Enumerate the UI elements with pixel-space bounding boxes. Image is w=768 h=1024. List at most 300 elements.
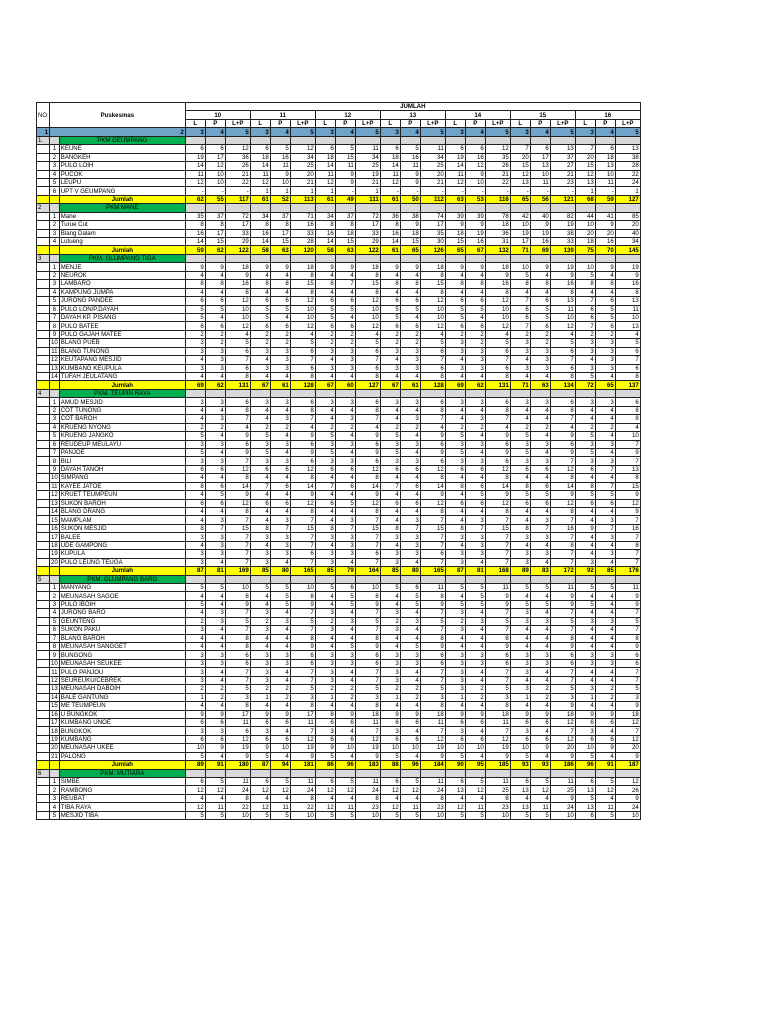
value-cell: 5 (465, 592, 485, 600)
value-cell: 3 (380, 347, 400, 355)
value-cell: 8 (335, 221, 355, 229)
table-row (37, 263, 641, 271)
table-row (37, 541, 641, 549)
village-name: MEUNASAH SANGGET (59, 643, 185, 651)
value-cell: 6 (225, 398, 250, 406)
value-cell: 4 (335, 271, 355, 279)
value-cell: 3 (445, 550, 465, 558)
value-cell: 14 (185, 238, 205, 246)
value-cell: 8 (355, 508, 380, 516)
value-cell: 4 (595, 432, 615, 440)
row-number: 5 (50, 178, 60, 186)
row-number: 17 (51, 719, 58, 727)
value-cell: 8 (550, 508, 575, 516)
total-cell: 113 (290, 195, 315, 203)
value-cell: 6 (380, 735, 400, 743)
value-cell: 11 (355, 718, 380, 726)
value-cell: 16 (530, 238, 550, 246)
value-cell: 5 (445, 583, 465, 591)
value-cell: 3 (270, 398, 290, 406)
value-cell: 3 (400, 398, 420, 406)
value-cell: 9 (400, 170, 420, 178)
value-cell: 18 (400, 229, 420, 237)
group-header-row (37, 136, 641, 144)
value-cell: 11 (615, 583, 640, 591)
value-cell: 18 (420, 710, 445, 718)
value-cell: 6 (400, 583, 420, 591)
value-cell: 40 (530, 212, 550, 220)
value-cell: 3 (445, 651, 465, 659)
value-cell: 6 (445, 778, 465, 786)
value-cell: 10 (530, 170, 550, 178)
value-cell: 9 (485, 491, 510, 499)
total-cell: 62 (205, 246, 225, 254)
value-cell: 4 (445, 491, 465, 499)
value-cell: 5 (400, 778, 420, 786)
cell (510, 254, 530, 262)
value-cell: 5 (510, 811, 530, 819)
value-cell: 3 (465, 533, 485, 541)
value-cell: 6 (315, 297, 335, 305)
table-row (37, 440, 641, 448)
value-cell: 3 (315, 550, 335, 558)
cell (37, 533, 50, 541)
value-cell: 4 (205, 668, 225, 676)
value-cell: 4 (445, 356, 465, 364)
value-cell: 4 (510, 288, 530, 296)
value-cell: 11 (335, 162, 355, 170)
value-cell: 6 (250, 465, 270, 473)
cell (550, 769, 575, 777)
value-cell: 4 (335, 406, 355, 414)
cell (595, 389, 615, 397)
value-cell: 19 (445, 153, 465, 161)
value-cell: 6 (290, 550, 315, 558)
value-cell: 3 (380, 609, 400, 617)
value-cell: 5 (185, 432, 205, 440)
value-cell: 4 (250, 288, 270, 296)
value-cell: 12 (380, 803, 400, 811)
cell (37, 643, 50, 651)
value-cell: 30 (420, 238, 445, 246)
cell (37, 609, 50, 617)
value-cell: 14 (420, 482, 445, 490)
value-cell: 8 (420, 474, 445, 482)
row-number: 6 (50, 440, 60, 448)
value-cell: 24 (615, 803, 640, 811)
value-cell: 22 (290, 803, 315, 811)
value-cell: 12 (615, 718, 640, 726)
value-cell: 4 (380, 406, 400, 414)
value-cell: 2 (465, 330, 485, 338)
cell (510, 769, 530, 777)
value-cell: 2 (595, 330, 615, 338)
value-cell: 6 (315, 145, 335, 153)
village-name: BILI (59, 457, 185, 465)
total-cell: 53 (465, 195, 485, 203)
value-cell: 7 (290, 727, 315, 735)
value-cell: 3 (315, 609, 335, 617)
value-cell: 4 (400, 406, 420, 414)
value-cell: 29 (355, 238, 380, 246)
value-cell: 6 (355, 659, 380, 667)
value-cell: 4 (315, 288, 335, 296)
cell (380, 389, 400, 397)
column-number: 5 (355, 128, 380, 136)
cell (37, 440, 50, 448)
value-cell: 7 (550, 609, 575, 617)
value-cell: 2 (270, 339, 290, 347)
row-number: 13 (51, 364, 58, 372)
value-cell: 6 (485, 364, 510, 372)
group-spacer (50, 204, 60, 212)
value-cell: 9 (485, 448, 510, 456)
value-cell: 6 (315, 499, 335, 507)
value-cell: 16 (465, 153, 485, 161)
cell (335, 204, 355, 212)
value-cell: 2 (445, 423, 465, 431)
value-cell: 2 (250, 330, 270, 338)
value-cell: 6 (270, 499, 290, 507)
cell (445, 769, 465, 777)
value-cell: 4 (445, 702, 465, 710)
value-cell: 5 (575, 600, 595, 608)
cell (615, 769, 640, 777)
value-cell: 9 (225, 432, 250, 440)
value-cell: 6 (615, 347, 640, 355)
value-cell: 4 (530, 415, 550, 423)
value-cell: 17 (355, 221, 380, 229)
village-name: BLANG PUEB (59, 339, 185, 347)
value-cell: 2 (530, 330, 550, 338)
value-cell: 18 (335, 229, 355, 237)
value-cell: 4 (270, 373, 290, 381)
column-number: 3 (575, 128, 595, 136)
value-cell: 4 (185, 288, 205, 296)
value-cell: 1 (510, 693, 530, 701)
value-cell: 11 (485, 583, 510, 591)
value-cell: 12 (355, 735, 380, 743)
value-cell: 5 (420, 685, 445, 693)
value-cell: 6 (225, 364, 250, 372)
village-name: PUCOK (59, 170, 185, 178)
value-cell: 23 (420, 803, 445, 811)
value-cell: 3 (290, 693, 315, 701)
value-cell: 6 (250, 735, 270, 743)
value-cell: 6 (205, 735, 225, 743)
value-cell: 8 (420, 634, 445, 642)
value-cell: 9 (290, 600, 315, 608)
total-cell: 65 (510, 195, 530, 203)
value-cell: 18 (485, 221, 510, 229)
group-name: PKM. GLUMPANG BARO (59, 575, 185, 583)
value-cell: 4 (510, 415, 530, 423)
value-cell: 3 (530, 440, 550, 448)
value-cell: 4 (270, 634, 290, 642)
value-cell: 7 (355, 558, 380, 566)
value-cell: 6 (270, 718, 290, 726)
value-cell: 13 (575, 803, 595, 811)
value-cell: 23 (355, 803, 380, 811)
value-cell: 12 (615, 499, 640, 507)
row-number: 4 (50, 803, 60, 811)
value-cell: 1 (445, 693, 465, 701)
value-cell: 5 (185, 752, 205, 760)
value-cell: 8 (550, 474, 575, 482)
value-cell: 3 (250, 651, 270, 659)
value-cell: 4 (595, 474, 615, 482)
value-cell: 8 (530, 280, 550, 288)
total-cell: 86 (315, 761, 335, 769)
value-cell: 9 (290, 432, 315, 440)
value-cell: 3 (250, 626, 270, 634)
value-cell: 6 (530, 322, 550, 330)
row-number: 11 (51, 668, 58, 676)
header-sub-col: P (335, 119, 355, 127)
value-cell: 4 (205, 643, 225, 651)
value-cell: 7 (510, 322, 530, 330)
cell (355, 575, 380, 583)
value-cell: 4 (575, 676, 595, 684)
value-cell: 16 (250, 229, 270, 237)
value-cell: 4 (380, 600, 400, 608)
value-cell: 4 (400, 491, 420, 499)
value-cell: 4 (315, 373, 335, 381)
value-cell: 3 (185, 440, 205, 448)
column-number: 4 (205, 128, 225, 136)
value-cell: 4 (270, 491, 290, 499)
cell (615, 204, 640, 212)
column-number: 5 (420, 128, 445, 136)
value-cell: 6 (205, 465, 225, 473)
value-cell: - (185, 187, 205, 195)
value-cell: 9 (485, 592, 510, 600)
cell (37, 364, 50, 372)
header-sub-col: P (270, 119, 290, 127)
village-name: KEUTAPANG MESJID (59, 356, 185, 364)
value-cell: 6 (270, 482, 290, 490)
value-cell: 9 (205, 263, 225, 271)
table-row (37, 347, 641, 355)
value-cell: 6 (400, 499, 420, 507)
table-row (37, 398, 641, 406)
value-cell: 1 (355, 187, 380, 195)
value-cell: 4 (335, 668, 355, 676)
value-cell: 12 (550, 465, 575, 473)
value-cell: 21 (485, 170, 510, 178)
value-cell: 4 (335, 609, 355, 617)
value-cell: 5 (270, 811, 290, 819)
value-cell: 7 (335, 524, 355, 532)
value-cell: 18 (485, 710, 510, 718)
value-cell: 12 (225, 735, 250, 743)
value-cell: 3 (185, 668, 205, 676)
value-cell: 9 (290, 643, 315, 651)
value-cell: 10 (550, 811, 575, 819)
total-cell: 50 (400, 195, 420, 203)
value-cell: 4 (380, 288, 400, 296)
total-cell: 90 (445, 761, 465, 769)
value-cell: 5 (530, 491, 550, 499)
cell (485, 389, 510, 397)
value-cell: 4 (465, 634, 485, 642)
value-cell: 5 (595, 778, 615, 786)
value-cell: 6 (185, 322, 205, 330)
value-cell: 3 (270, 457, 290, 465)
value-cell: 5 (615, 617, 640, 625)
cell (250, 204, 270, 212)
header-sub-col: L (315, 119, 335, 127)
value-cell: 6 (380, 322, 400, 330)
value-cell: 78 (485, 212, 510, 220)
value-cell: 19 (485, 744, 510, 752)
row-number: 8 (50, 643, 60, 651)
value-cell: 4 (290, 423, 315, 431)
value-cell: 3 (530, 516, 550, 524)
value-cell: 8 (355, 592, 380, 600)
value-cell: 4 (315, 794, 335, 802)
table-row (37, 373, 641, 381)
value-cell: 8 (485, 288, 510, 296)
value-cell: 3 (445, 339, 465, 347)
value-cell: 3 (335, 440, 355, 448)
value-cell: 2 (595, 693, 615, 701)
value-cell: 21 (290, 178, 315, 186)
table-row (37, 727, 641, 735)
value-cell: 3 (250, 347, 270, 355)
value-cell: 6 (205, 499, 225, 507)
value-cell: 4 (315, 702, 335, 710)
value-cell: 5 (550, 339, 575, 347)
value-cell: 72 (225, 212, 250, 220)
cell (37, 626, 50, 634)
value-cell: 4 (205, 508, 225, 516)
value-cell: 3 (270, 533, 290, 541)
value-cell: 18 (615, 710, 640, 718)
total-cell: 80 (270, 567, 290, 575)
value-cell: 4 (205, 634, 225, 642)
value-cell: 10 (355, 811, 380, 819)
village-name: MANYANG (59, 583, 185, 591)
total-cell: 61 (270, 381, 290, 389)
value-cell: 4 (380, 643, 400, 651)
value-cell: 22 (225, 803, 250, 811)
cell (270, 769, 290, 777)
value-cell: 6 (355, 364, 380, 372)
row-number: 3 (50, 600, 60, 608)
cell (37, 735, 50, 743)
value-cell: 6 (445, 499, 465, 507)
value-cell: 9 (270, 710, 290, 718)
group-number: 4 (37, 389, 50, 397)
value-cell: 3 (205, 659, 225, 667)
value-cell: 16 (315, 229, 335, 237)
cell (37, 617, 50, 625)
total-cell: 81 (465, 567, 485, 575)
value-cell: 19 (510, 229, 530, 237)
value-cell: 11 (315, 170, 335, 178)
value-cell: 34 (315, 212, 335, 220)
value-cell: 18 (550, 710, 575, 718)
value-cell: 9 (400, 710, 420, 718)
value-cell: 8 (225, 508, 250, 516)
total-cell: 59 (595, 195, 615, 203)
value-cell: 11 (225, 778, 250, 786)
value-cell: 12 (445, 178, 465, 186)
cell (37, 288, 50, 296)
value-cell: 4 (530, 448, 550, 456)
value-cell: 7 (550, 516, 575, 524)
value-cell: 3 (185, 651, 205, 659)
total-cell: 58 (315, 246, 335, 254)
value-cell: 8 (485, 474, 510, 482)
total-cell: 121 (550, 195, 575, 203)
value-cell: 6 (290, 398, 315, 406)
value-cell: 8 (485, 508, 510, 516)
table-row (37, 499, 641, 507)
value-cell: 3 (335, 347, 355, 355)
cell (290, 254, 315, 262)
value-cell: 11 (290, 718, 315, 726)
value-cell: 6 (485, 398, 510, 406)
header-jumlah: JUMLAH (185, 103, 640, 111)
total-cell: 132 (485, 246, 510, 254)
total-cell: 91 (205, 761, 225, 769)
value-cell: 9 (550, 491, 575, 499)
cell (400, 575, 420, 583)
value-cell: 4 (335, 634, 355, 642)
table-row (37, 558, 641, 566)
header-puskesmas: Puskesmas (50, 103, 186, 128)
value-cell: 12 (615, 735, 640, 743)
value-cell: 7 (420, 626, 445, 634)
value-cell: 5 (335, 811, 355, 819)
value-cell: 3 (315, 457, 335, 465)
value-cell: 5 (270, 145, 290, 153)
value-cell: 4 (270, 508, 290, 516)
group-number: 1. (37, 136, 50, 144)
value-cell: 13 (615, 297, 640, 305)
group-spacer (50, 254, 60, 262)
value-cell: 3 (550, 693, 575, 701)
value-cell: 6 (315, 778, 335, 786)
cell (355, 389, 380, 397)
value-cell: 2 (250, 339, 270, 347)
total-label: Jumlah (59, 761, 185, 769)
column-number: 5 (550, 128, 575, 136)
value-cell: 4 (465, 752, 485, 760)
total-cell: 52 (270, 195, 290, 203)
cell (355, 769, 380, 777)
total-cell: 185 (485, 761, 510, 769)
value-cell: 24 (615, 178, 640, 186)
value-cell: 10 (380, 744, 400, 752)
row-number: 19 (51, 550, 58, 558)
value-cell: 3 (510, 364, 530, 372)
row-number: 14 (51, 373, 58, 381)
value-cell: 9 (445, 263, 465, 271)
value-cell: 12 (420, 735, 445, 743)
value-cell: 3 (315, 659, 335, 667)
value-cell: 11 (400, 162, 420, 170)
value-cell: 1 (315, 693, 335, 701)
cell (225, 204, 250, 212)
value-cell: 12 (250, 786, 270, 794)
value-cell: 2 (205, 423, 225, 431)
header-sub-col: L (380, 119, 400, 127)
value-cell: 4 (185, 406, 205, 414)
value-cell: 16 (225, 280, 250, 288)
